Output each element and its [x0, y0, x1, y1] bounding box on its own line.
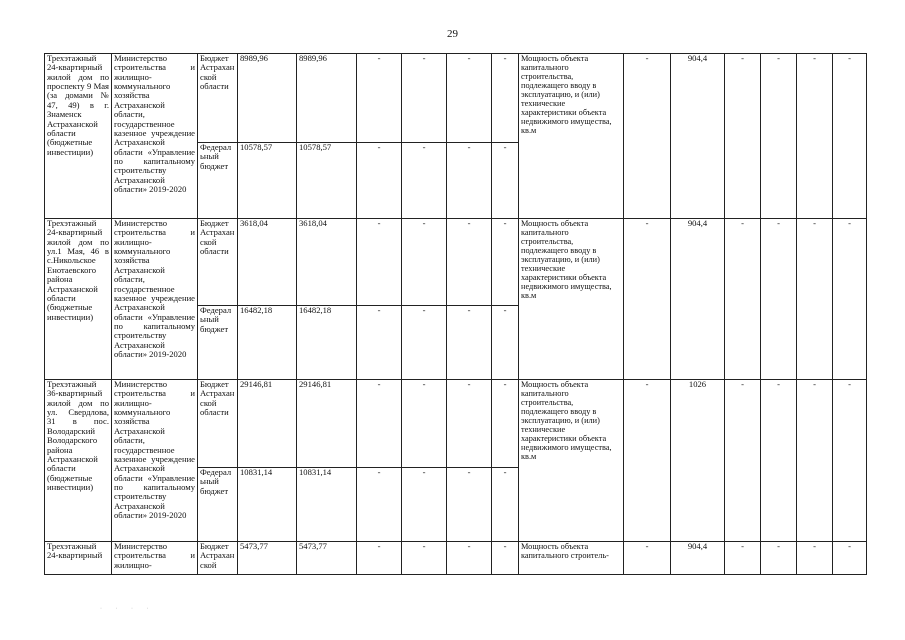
empty-cell: - — [492, 306, 519, 380]
empty-cell: - — [624, 542, 671, 575]
empty-cell: - — [761, 542, 797, 575]
empty-cell: - — [725, 542, 761, 575]
empty-cell: - — [761, 380, 797, 542]
executor: Министерство строительства и жилищно-коммунального хозяйства Астраханской области, государственное казенное учреждение Астраханской области «Управление по капитальному строительству Астраханской области» 2019-2020 — [112, 380, 198, 542]
funding-source: Федеральный бюджет — [198, 143, 238, 219]
empty-cell: - — [492, 468, 519, 542]
funding-source: Федеральный бюджет — [198, 468, 238, 542]
funding-source: Бюджет Астраханской области — [198, 380, 238, 468]
empty-cell: - — [447, 143, 492, 219]
empty-cell: - — [492, 380, 519, 468]
empty-cell: - — [402, 143, 447, 219]
empty-cell: - — [761, 54, 797, 219]
empty-cell: - — [492, 54, 519, 143]
empty-cell: - — [357, 380, 402, 468]
empty-cell: - — [492, 219, 519, 306]
amount-total: 10831,14 — [238, 468, 297, 542]
empty-cell: - — [447, 54, 492, 143]
amount-year: 16482,18 — [297, 306, 357, 380]
amount-year: 29146,81 — [297, 380, 357, 468]
empty-cell: - — [447, 306, 492, 380]
executor: Министерство строительства и жилищно-коммунального хозяйства Астраханской области, государственное казенное учреждение Астраханской области «Управление по капитальному строительству Астраханской области» 2019-2020 — [112, 54, 198, 219]
table-row — [45, 380, 867, 468]
amount-year: 8989,96 — [297, 54, 357, 143]
indicator-name: Мощность объекта капитального строительства, подлежащего вводу в эксплуатацию, и (или) технические характеристики объекта недвижимого имущества, кв.м — [519, 380, 624, 542]
empty-cell: - — [624, 54, 671, 219]
empty-cell: - — [357, 219, 402, 306]
empty-cell: - — [402, 306, 447, 380]
amount-year: 5473,77 — [297, 542, 357, 575]
funding-source: Бюджет Астраханской области — [198, 54, 238, 143]
empty-cell: - — [492, 143, 519, 219]
empty-cell: - — [833, 219, 867, 380]
empty-cell: - — [725, 219, 761, 380]
empty-cell: - — [357, 542, 402, 575]
empty-cell: - — [402, 542, 447, 575]
object-name: Трехэтажный 24-квартирный — [45, 542, 112, 575]
empty-cell: - — [797, 54, 833, 219]
empty-cell: - — [797, 542, 833, 575]
amount-year: 3618,04 — [297, 219, 357, 306]
amount-total: 3618,04 — [238, 219, 297, 306]
table-row — [45, 54, 867, 143]
empty-cell: - — [797, 380, 833, 542]
empty-cell: - — [357, 54, 402, 143]
budget-table — [44, 53, 867, 575]
object-name: Трехэтажный 24-квартирный жилой дом по ул.1 Мая, 46 в с.Никольское Енотаевского района Астраханской области (бюджетные инвестиции) — [45, 219, 112, 380]
empty-cell: - — [357, 306, 402, 380]
page-number: 29 — [447, 28, 458, 40]
empty-cell: - — [725, 54, 761, 219]
funding-source: Бюджет Астраханской области — [198, 219, 238, 306]
indicator-name: Мощность объекта капитального строитель- — [519, 542, 624, 575]
empty-cell: - — [624, 219, 671, 380]
executor: Министерство строительства и жилищно-коммунального хозяйства Астраханской области, государственное казенное учреждение Астраханской области «Управление по капитальному строительству Астраханской области» 2019-2020 — [112, 219, 198, 380]
empty-cell: - — [447, 219, 492, 306]
empty-cell: - — [492, 542, 519, 575]
funding-source: Федеральный бюджет — [198, 306, 238, 380]
empty-cell: - — [447, 542, 492, 575]
scan-artifact: · · · · — [100, 606, 155, 612]
indicator-name: Мощность объекта капитального строительства, подлежащего вводу в эксплуатацию, и (или) технические характеристики объекта недвижимого имущества, кв.м — [519, 219, 624, 380]
empty-cell: - — [447, 468, 492, 542]
empty-cell: - — [833, 54, 867, 219]
empty-cell: - — [833, 542, 867, 575]
empty-cell: - — [797, 219, 833, 380]
funding-source: Бюджет Астраханской — [198, 542, 238, 575]
empty-cell: - — [624, 380, 671, 542]
amount-total: 5473,77 — [238, 542, 297, 575]
empty-cell: - — [402, 54, 447, 143]
empty-cell: - — [833, 380, 867, 542]
amount-year: 10578,57 — [297, 143, 357, 219]
indicator-value: 1026 — [671, 380, 725, 542]
amount-total: 10578,57 — [238, 143, 297, 219]
empty-cell: - — [357, 468, 402, 542]
empty-cell: - — [357, 143, 402, 219]
empty-cell: - — [402, 219, 447, 306]
indicator-value: 904,4 — [671, 219, 725, 380]
indicator-value: 904,4 — [671, 54, 725, 219]
amount-total: 16482,18 — [238, 306, 297, 380]
empty-cell: - — [402, 468, 447, 542]
empty-cell: - — [402, 380, 447, 468]
indicator-value: 904,4 — [671, 542, 725, 575]
table-row — [45, 219, 867, 306]
object-name: Трехэтажный 36-квартирный жилой дом по ул. Свердлова, 31 в пос. Володарский Володарского района Астраханской области (бюджетные инвестиции) — [45, 380, 112, 542]
amount-total: 29146,81 — [238, 380, 297, 468]
amount-year: 10831,14 — [297, 468, 357, 542]
indicator-name: Мощность объекта капитального строительства, подлежащего вводу в эксплуатацию, и (или) технические характеристики объекта недвижимого имущества, кв.м — [519, 54, 624, 219]
object-name: Трехэтажный 24-квартирный жилой дом по проспекту 9 Мая (за домами № 47, 49) в г. Знаменск Астраханской области (бюджетные инвестиции) — [45, 54, 112, 219]
empty-cell: - — [761, 219, 797, 380]
table-row — [45, 542, 867, 575]
empty-cell: - — [725, 380, 761, 542]
executor: Министерство строительства и жилищно- — [112, 542, 198, 575]
amount-total: 8989,96 — [238, 54, 297, 143]
empty-cell: - — [447, 380, 492, 468]
